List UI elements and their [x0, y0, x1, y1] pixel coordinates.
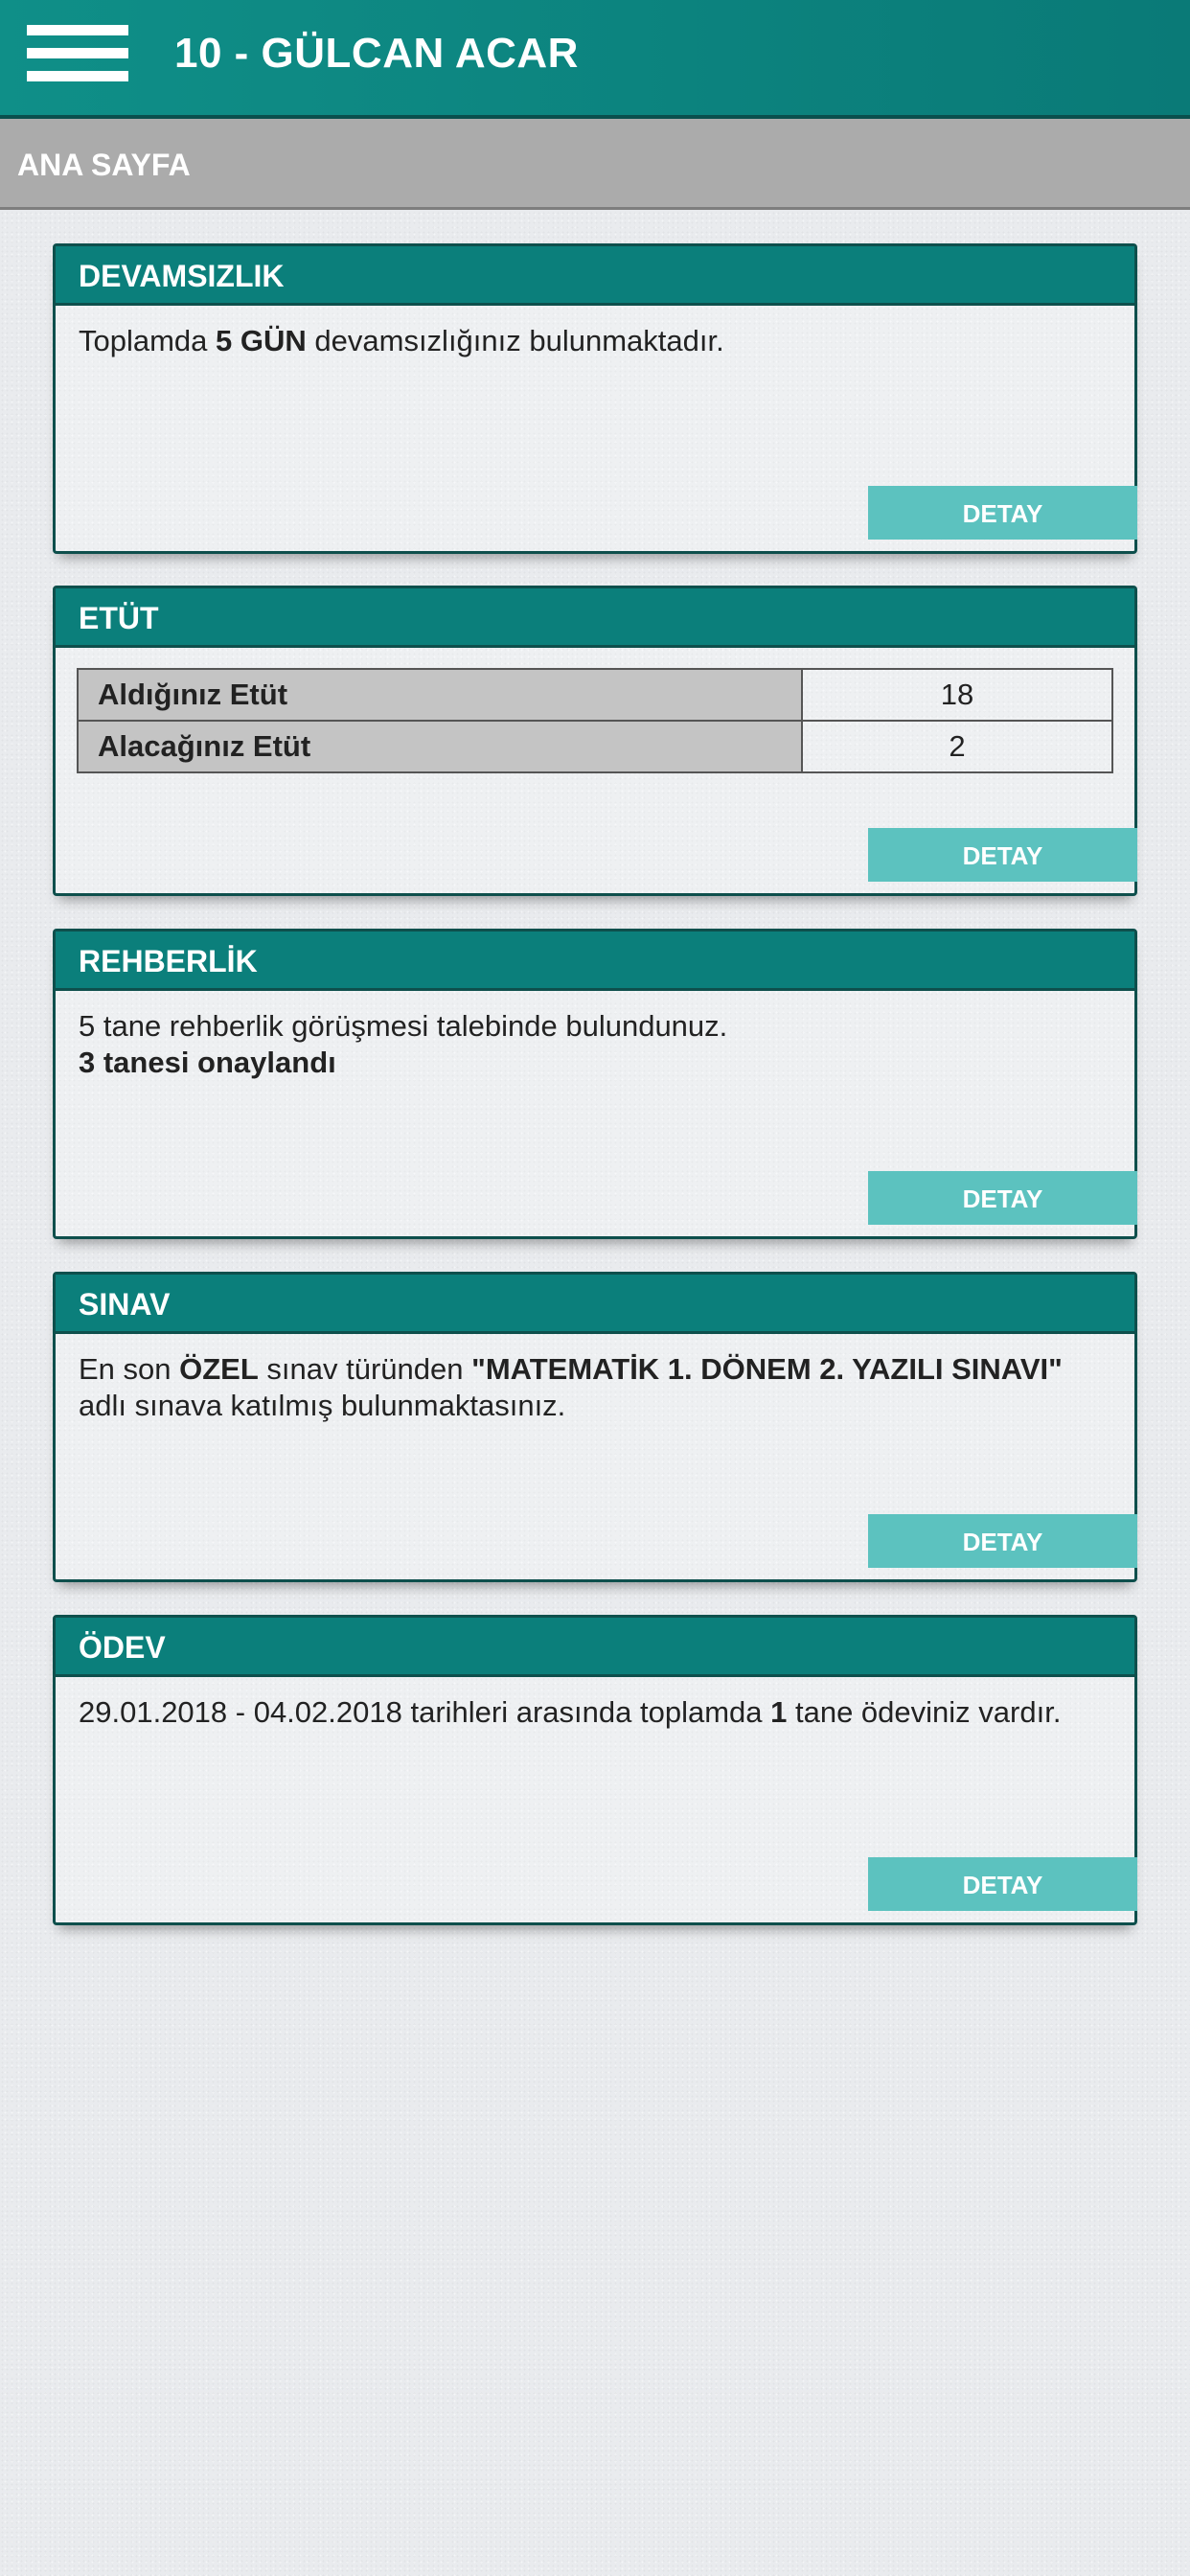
body-text-bold: 5 GÜN	[216, 324, 307, 357]
body-text: devamsızlığınız bulunmaktadır.	[306, 324, 724, 357]
breadcrumb	[0, 119, 1190, 210]
table-cell-value: 2	[802, 721, 1112, 772]
body-text: 29.01.2018 - 04.02.2018 tarihleri arasında toplamda	[79, 1695, 771, 1729]
detay-button[interactable]: DETAY	[868, 1857, 1137, 1911]
body-text: En son	[79, 1352, 180, 1386]
card-header	[56, 1275, 1134, 1334]
card-title: REHBERLİK	[79, 944, 258, 978]
hamburger-menu-icon[interactable]	[27, 25, 128, 82]
card-header	[56, 588, 1134, 648]
table-row	[78, 669, 1112, 721]
detay-button[interactable]: DETAY	[868, 486, 1137, 540]
card-body	[79, 1694, 1111, 1731]
card-header	[56, 932, 1134, 991]
card-devamsizlik	[53, 243, 1137, 554]
etut-table	[77, 668, 1113, 773]
body-text-bold: 3 tanesi onaylandı	[79, 1046, 336, 1079]
card-body	[79, 1351, 1111, 1424]
detay-button[interactable]: DETAY	[868, 1514, 1137, 1568]
card-rehberlik	[53, 929, 1137, 1239]
body-text-bold: 1	[770, 1695, 788, 1729]
page-title: 10 - GÜLCAN ACAR	[174, 30, 579, 77]
body-text: Toplamda	[79, 324, 217, 357]
body-text: sınav türünden	[258, 1352, 472, 1386]
table-cell-label: Aldığınız Etüt	[78, 669, 802, 721]
card-etut	[53, 586, 1137, 896]
table-row	[78, 721, 1112, 772]
card-body	[79, 1008, 1111, 1081]
breadcrumb-label: ANA SAYFA	[17, 148, 191, 182]
detay-button[interactable]: DETAY	[868, 1171, 1137, 1225]
card-sinav	[53, 1272, 1137, 1582]
card-odev	[53, 1615, 1137, 1925]
card-header	[56, 1618, 1134, 1677]
body-text: tane ödeviniz vardır.	[787, 1695, 1062, 1729]
table-cell-value: 18	[802, 669, 1112, 721]
body-text: adlı sınava katılmış bulunmaktasınız.	[79, 1389, 566, 1422]
card-header	[56, 246, 1134, 306]
exam-name: "MATEMATİK 1. DÖNEM 2. YAZILI SINAVI"	[471, 1352, 1063, 1386]
body-text-bold: ÖZEL	[179, 1352, 259, 1386]
detay-button[interactable]: DETAY	[868, 828, 1137, 882]
card-title: DEVAMSIZLIK	[79, 259, 285, 293]
hamburger-line	[27, 71, 128, 81]
card-title: SINAV	[79, 1287, 171, 1322]
card-title: ETÜT	[79, 601, 159, 635]
body-text: 5 tane rehberlik görüşmesi talebinde bulundunuz.	[79, 1009, 728, 1043]
app-header	[0, 0, 1190, 119]
table-cell-label: Alacağınız Etüt	[78, 721, 802, 772]
card-body	[79, 323, 1111, 359]
hamburger-line	[27, 25, 128, 35]
hamburger-line	[27, 48, 128, 58]
card-title: ÖDEV	[79, 1630, 166, 1665]
